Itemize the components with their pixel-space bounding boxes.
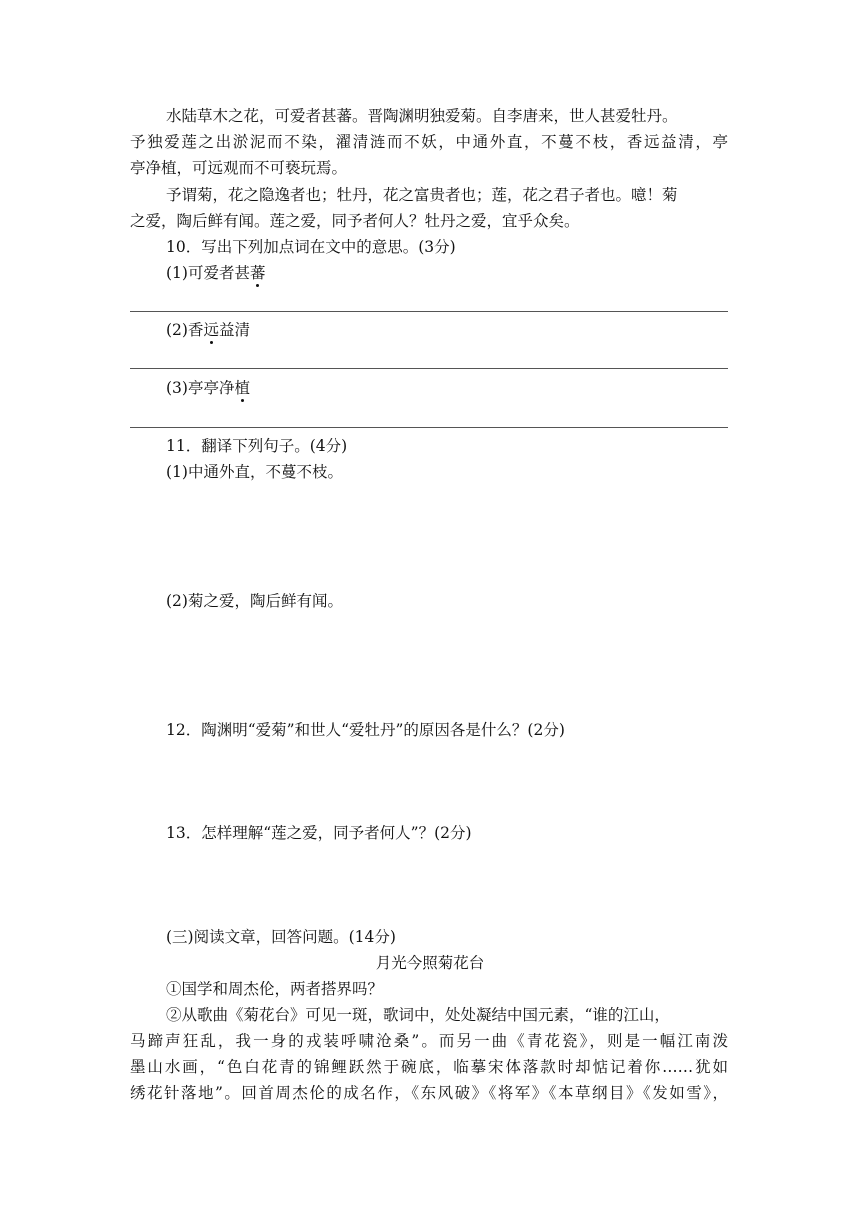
question-10-item-2 <box>166 320 250 340</box>
dotted-word: 植 <box>234 379 250 397</box>
item-text: (1)可爱者甚 <box>166 264 250 282</box>
question-10-item-1 <box>166 263 265 283</box>
answer-line <box>130 311 728 312</box>
question-13-title: 13．怎样理解“莲之爱，同予者何人”？(2分) <box>166 824 472 842</box>
article-line: 墨山水画，“色白花青的锦鲤跃然于碗底，临摹宋体落款时却惦记着你……犹如 <box>130 1058 728 1076</box>
section-heading: (三)阅读文章，回答问题。(14分) <box>166 928 396 946</box>
dotted-word: 蕃 <box>249 264 266 282</box>
question-10-item-3 <box>166 378 250 398</box>
item-text: 益清 <box>218 321 250 339</box>
passage-line: 予谓菊，花之隐逸者也；牡丹，花之富贵者也；莲，花之君子者也。噫！菊 <box>166 186 678 204</box>
dotted-word: 远 <box>203 321 219 339</box>
answer-line <box>130 427 728 428</box>
question-11-title: 11．翻译下列句子。(4分) <box>166 437 348 455</box>
answer-line <box>130 368 728 369</box>
item-text: (2)香 <box>166 321 204 339</box>
question-11-item-1: (1)中通外直，不蔓不枝。 <box>166 463 343 481</box>
item-text: (3)亭亭净 <box>166 379 235 397</box>
passage-line: 亭净植，可远观而不可亵玩焉。 <box>130 159 348 177</box>
article-title: 月光今照菊花台 <box>375 954 485 972</box>
question-12-title: 12．陶渊明“爱菊”和世人“爱牡丹”的原因各是什么？(2分) <box>166 721 565 739</box>
article-line: ②从歌曲《菊花台》可见一斑，歌词中，处处凝结中国元素，“谁的江山， <box>166 1006 670 1024</box>
article-line: 马蹄声狂乱，我一身的戎装呼啸沧桑”。而另一曲《青花瓷》，则是一幅江南泼 <box>130 1032 728 1050</box>
article-line: ①国学和周杰伦，两者搭界吗？ <box>166 980 384 998</box>
passage-line: 之爱，陶后鲜有闻。莲之爱，同予者何人？牡丹之爱，宜乎众矣。 <box>130 212 580 230</box>
passage-line: 水陆草木之花，可爱者甚蕃。晋陶渊明独爱菊。自李唐来，世人甚爱牡丹。 <box>166 107 678 125</box>
passage-line: 予独爱莲之出淤泥而不染，濯清涟而不妖，中通外直，不蔓不枝，香远益清，亭 <box>130 133 728 151</box>
article-line: 绣花针落地”。回首周杰伦的成名作，《东风破》《将军》《本草纲目》《发如雪》， <box>130 1084 728 1102</box>
question-11-item-2: (2)菊之爱，陶后鲜有闻。 <box>166 592 343 610</box>
question-10-title: 10．写出下列加点词在文中的意思。(3分) <box>166 238 456 256</box>
